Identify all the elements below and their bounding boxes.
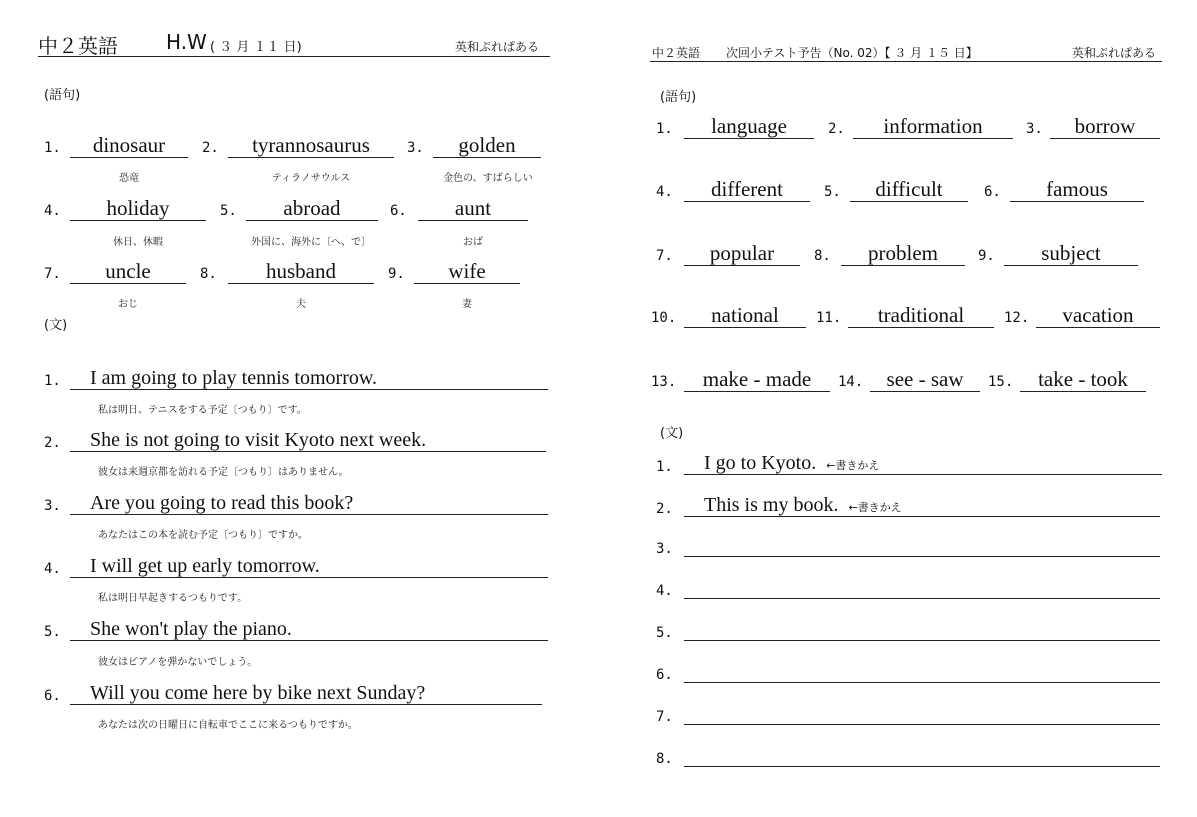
right-vocab-num: 10. [651,310,677,326]
right-sentence-line [684,533,1160,557]
left-vocab-gloss: 休日、休暇 [113,237,163,248]
right-publisher: 英和ぷれぱある [1072,46,1157,60]
right-vocab-num: 8. [814,248,831,264]
left-vocab-num: 8. [200,266,217,282]
left-sentence-text: Will you come here by bike next Sunday? [70,681,542,705]
right-title: 次回小テスト予告（No. 02）【 ３ 月 １５ 日】 [726,46,978,60]
right-vocab-num: 13. [651,374,677,390]
right-vocab-num: 6. [984,184,1001,200]
left-vocab-word: wife [414,259,520,284]
left-sentence-num: 4. [44,561,61,577]
left-vocab-num: 1. [44,140,61,156]
left-vocab-word: tyrannosaurus [228,133,394,158]
right-sentence-num: 7. [656,709,673,725]
right-sentence-num: 5. [656,625,673,641]
right-vocab-word: problem [841,241,965,266]
left-date: ( ３ 月 １１ 日) [210,40,302,55]
right-vocab-word: difficult [850,177,968,202]
left-sentence-text: She is not going to visit Kyoto next week. [70,428,546,452]
right-vocab-word: take - took [1020,367,1146,392]
right-sentence-line [684,451,1162,475]
right-vocab-word: borrow [1050,114,1160,139]
left-sentence-gloss: 彼女はピアノを弾かないでしょう。 [98,657,258,668]
left-sentence-num: 6. [44,688,61,704]
left-vocab-word: aunt [418,196,528,221]
right-vocab-word: national [684,303,806,328]
right-vocab-word: make - made [684,367,830,392]
left-sentence-gloss: あなたは次の日曜日に自転車でここに来るつもりですか。 [98,720,358,731]
left-sentence-num: 2. [44,435,61,451]
left-sentence-text: She won't play the piano. [70,617,548,641]
right-subject: 中２英語 [652,46,701,60]
left-vocab-num: 3. [407,140,424,156]
right-vocab-num: 1. [656,121,673,137]
right-vocab-word: language [684,114,814,139]
right-sentence-line [684,575,1160,599]
left-sentence-text: I will get up early tomorrow. [70,554,548,578]
left-vocab-num: 9. [388,266,405,282]
right-vocab-word: traditional [848,303,994,328]
right-sentence-num: 2. [656,501,673,517]
right-vocab-num: 2. [828,121,845,137]
right-vocab-heading: (語句) [660,90,697,105]
right-sentence-text: I go to Kyoto. [704,452,817,474]
right-vocab-num: 3. [1026,121,1043,137]
right-vocab-num: 7. [656,248,673,264]
right-vocab-num: 9. [978,248,995,264]
right-vocab-word: see - saw [870,367,980,392]
left-vocab-gloss: 外国に、海外に〔へ、で〕 [251,237,371,248]
right-sentence-num: 6. [656,667,673,683]
right-vocab-num: 14. [838,374,864,390]
right-vocab-num: 5. [824,184,841,200]
left-sentence-num: 5. [44,624,61,640]
right-sentence-line [684,617,1160,641]
right-sentence-line [684,493,1160,517]
right-vocab-word: popular [684,241,800,266]
left-sentence-text: I am going to play tennis tomorrow. [70,366,548,390]
right-sentence-heading: (文) [660,426,684,441]
left-header-rule [38,56,550,57]
right-sentence-num: 4. [656,583,673,599]
left-vocab-heading: (語句) [44,88,81,103]
left-sentence-heading: (文) [44,318,68,333]
right-vocab-word: information [853,114,1013,139]
left-vocab-num: 7. [44,266,61,282]
left-sentence-num: 1. [44,373,61,389]
left-hw-label: H.W [166,30,207,54]
left-vocab-word: husband [228,259,374,284]
left-vocab-word: golden [433,133,541,158]
right-rewrite-note: ←書きかえ [826,459,880,472]
left-vocab-gloss: ティラノサウルス [271,173,351,184]
right-sentence-text: This is my book. [704,494,839,516]
right-sentence-num: 3. [656,541,673,557]
left-sentence-gloss: 私は明日、テニスをする予定〔つもり〕です。 [98,405,307,416]
left-vocab-word: dinosaur [70,133,188,158]
right-vocab-num: 15. [988,374,1014,390]
left-vocab-gloss: 金色の、すばらしい [443,173,533,184]
right-rewrite-note: ←書きかえ [848,501,902,514]
right-vocab-num: 4. [656,184,673,200]
right-vocab-num: 11. [816,310,842,326]
right-vocab-word: vacation [1036,303,1160,328]
left-sentence-text: Are you going to read this book? [70,491,548,515]
left-vocab-word: holiday [70,196,206,221]
left-vocab-gloss: 妻 [462,299,472,310]
left-vocab-num: 5. [220,203,237,219]
right-sentence-line [684,701,1160,725]
right-vocab-word: famous [1010,177,1144,202]
right-sentence-line [684,743,1160,767]
left-vocab-num: 6. [390,203,407,219]
left-sentence-gloss: 彼女は来週京都を訪れる予定〔つもり〕はありません。 [98,467,349,478]
left-vocab-gloss: 夫 [296,299,306,310]
right-header-rule [650,61,1162,62]
right-vocab-num: 12. [1004,310,1030,326]
left-publisher: 英和ぷれぱある [455,40,540,54]
left-vocab-word: uncle [70,259,186,284]
right-sentence-line [684,659,1160,683]
left-sentence-gloss: あなたはこの本を読む予定〔つもり〕ですか。 [98,530,308,541]
right-sentence-num: 1. [656,459,673,475]
left-vocab-gloss: おば [463,237,483,248]
right-vocab-word: different [684,177,810,202]
left-subject: 中２英語 [38,34,118,58]
left-sentence-gloss: 私は明日早起きするつもりです。 [98,593,248,604]
left-vocab-num: 2. [202,140,219,156]
left-vocab-word: abroad [246,196,378,221]
left-vocab-gloss: 恐竜 [119,173,139,184]
left-vocab-gloss: おじ [118,299,138,310]
right-vocab-word: subject [1004,241,1138,266]
right-sentence-num: 8. [656,751,673,767]
left-sentence-num: 3. [44,498,61,514]
left-vocab-num: 4. [44,203,61,219]
